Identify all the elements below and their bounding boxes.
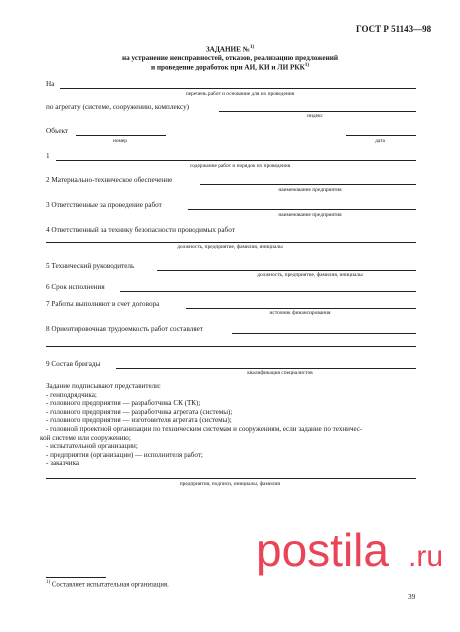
signer-item: - головного предприятия — разработчика СК (ТК); — [46, 399, 201, 408]
aggregate-label: по агрегату (системе, сооружению, комплексу) — [46, 103, 190, 111]
item-7-field-line[interactable] — [186, 308, 416, 309]
item-9-caption: квалификация специалистов — [247, 370, 313, 376]
signers-field-line[interactable] — [46, 478, 416, 479]
object-date-caption: дата — [375, 138, 385, 144]
object-date-line[interactable] — [346, 135, 416, 136]
item-8-field-line[interactable] — [232, 333, 416, 334]
svg-text:.ru: .ru — [408, 540, 444, 573]
item-2-field-line[interactable] — [200, 184, 416, 185]
signer-item: кой системе или сооружению; — [40, 433, 131, 442]
item-3-field-line[interactable] — [188, 209, 416, 210]
signer-item: - предприятия (организации) — исполнителя работ; — [46, 450, 203, 459]
standard-number: ГОСТ Р 51143—98 — [356, 24, 432, 34]
svg-text:postila: postila — [256, 524, 389, 576]
item-2-label: 2 Материально-техническое обеспечение — [46, 176, 173, 184]
item-6-label: 6 Срок исполнения — [46, 283, 105, 291]
task-heading: ЗАДАНИЕ №$^{1)}$ — [205, 45, 255, 54]
aggregate-caption: индекс — [307, 113, 323, 119]
signers-caption: предприятия, подписи, инициалы, фамилии — [179, 481, 281, 487]
signers-intro: Задание подписывают представители: — [46, 382, 161, 390]
task-title-line-2: и проведение доработок при АИ, КИ и ЛИ РКК$^{1)}$ — [150, 62, 310, 72]
signer-item: - испытательной организации; — [46, 442, 138, 451]
item-7-caption: источник финансирования — [269, 310, 331, 316]
signer-item: - головного предприятия — изготовителя агрегата (системы); — [46, 416, 232, 425]
na-caption: перечень работ и основание для их проведения — [185, 91, 295, 97]
page-number: 39 — [408, 593, 416, 601]
item-4-field-line[interactable] — [46, 242, 416, 243]
object-label: Объект — [46, 127, 69, 135]
item-5-label: 5 Технический руководитель — [46, 262, 135, 270]
object-number-line[interactable] — [76, 135, 166, 136]
signer-item: - головного предприятия — разработчика агрегата (системы); — [46, 407, 233, 416]
signer-item: - головной проектной организации по техническим системам и сооружениям, если задание по техничес- — [46, 424, 363, 433]
item-4-label: 4 Ответственный за технику безопасности проводимых работ — [46, 226, 235, 234]
item-4-caption: должность, предприятие, фамилия, инициалы — [177, 244, 283, 250]
footnote — [46, 580, 169, 588]
signer-item: - генподрядчика; — [46, 390, 97, 399]
item-5-field-line[interactable] — [157, 270, 416, 271]
item-3-caption: наименование предприятия — [278, 212, 342, 218]
item-8-field-line-2[interactable] — [46, 346, 416, 347]
aggregate-field-line[interactable] — [219, 111, 416, 112]
footnote-rule — [46, 577, 106, 578]
na-label: На — [46, 80, 55, 88]
item-1-caption: содержание работ и порядок их проведения — [189, 163, 291, 169]
signer-item: - заказчика — [46, 459, 80, 468]
item-9-field-line[interactable] — [116, 368, 416, 369]
task-title — [60, 44, 400, 71]
item-3-label: 3 Ответственные за проведение работ — [46, 201, 162, 209]
item-6-field-line[interactable] — [120, 291, 416, 292]
footnote-mark: 1) — [46, 580, 51, 585]
item-1-field-line[interactable] — [56, 160, 416, 161]
postila-watermark-logo — [256, 508, 456, 584]
item-9-label: 9 Состав бригады — [46, 360, 101, 368]
item-1-label: 1 — [46, 152, 50, 160]
item-7-label: 7 Работы выполняют в счет договора — [46, 300, 160, 308]
signers-block — [40, 382, 363, 468]
item-8-label: 8 Ориентировочная трудоемкость работ составляет — [46, 325, 203, 333]
footnote-text: Составляет испытательная организация. — [51, 581, 169, 589]
object-number-caption: номер — [113, 138, 127, 144]
na-field-line[interactable] — [60, 88, 416, 89]
item-2-caption: наименование предприятия — [278, 187, 342, 193]
task-title-line-1: на устранение неисправностей, отказов, реализацию предложений — [121, 53, 339, 62]
item-5-caption: должность, предприятие, фамилия, инициалы — [257, 272, 363, 278]
